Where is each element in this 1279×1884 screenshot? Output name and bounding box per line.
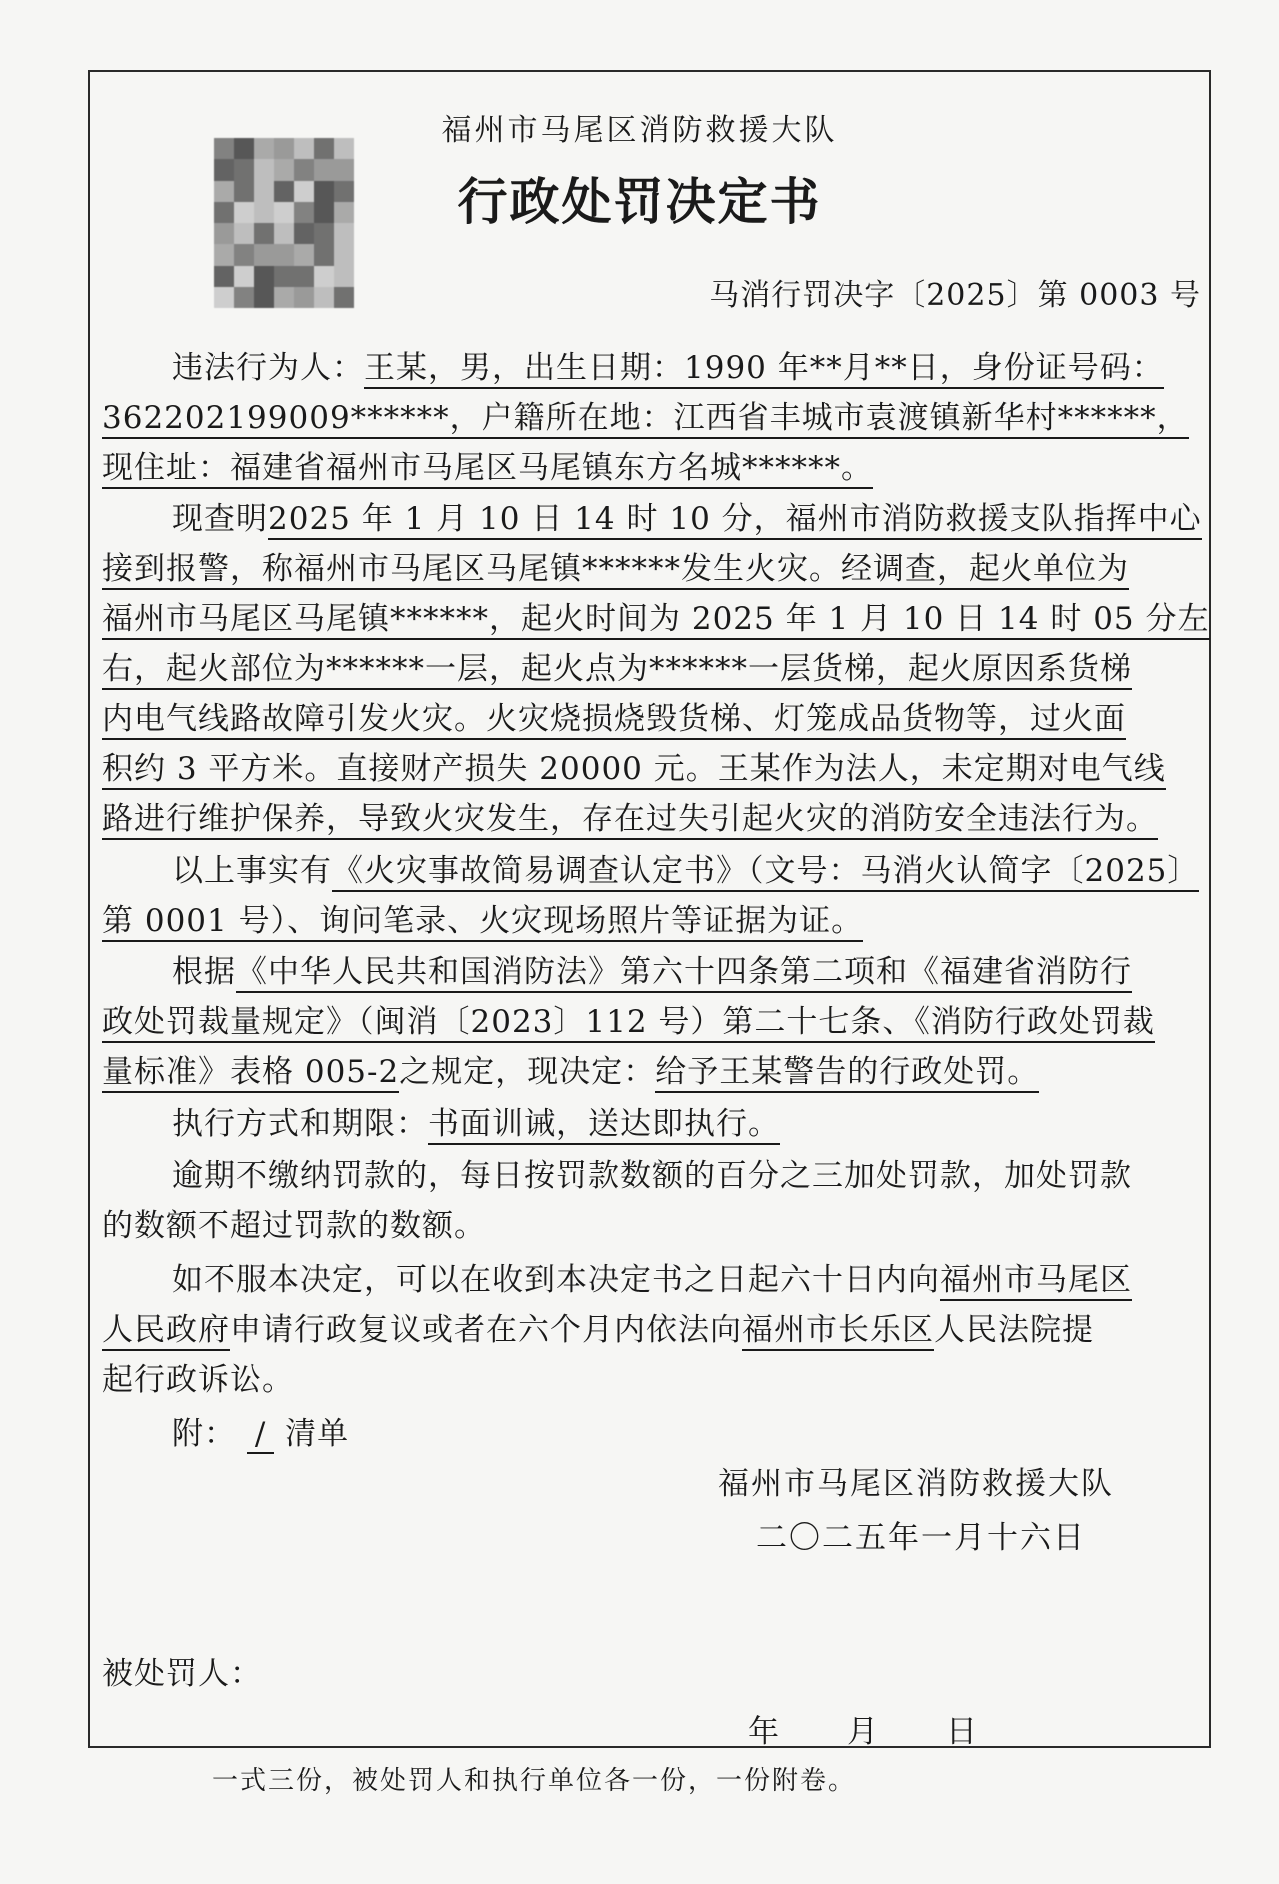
recipient-label: 被处罚人：	[102, 1656, 262, 1692]
offender-line-3	[102, 442, 873, 487]
facts-text-4: 右，起火部位为******一层，起火点为******一层货梯，起火原因系货梯	[102, 651, 1132, 690]
facts-text-6: 积约 3 平方米。直接财产损失 20000 元。王某作为法人，未定期对电气线	[102, 751, 1166, 790]
document-number: 马消行罚决字〔2025〕第 0003 号	[709, 278, 1201, 313]
facts-line-5	[102, 693, 1126, 738]
basis-decision-lead: 之规定，现决定：	[399, 1054, 656, 1090]
attachment-value: /	[247, 1416, 274, 1454]
facts-line-3	[102, 593, 1210, 638]
basis-line-2	[102, 996, 1155, 1041]
execution-value: 书面训诫，送达即执行。	[428, 1106, 780, 1145]
facts-text-2: 接到报警，称福州市马尾区马尾镇******发生火灾。经调查，起火单位为	[102, 551, 1129, 590]
appeal-gov: 福州市马尾区	[940, 1262, 1132, 1301]
footnote: 一式三份，被处罚人和执行单位各一份，一份附卷。	[212, 1766, 857, 1796]
offender-label: 违法行为人：	[172, 350, 364, 386]
basis-decision: 给予王某警告的行政处罚。	[655, 1054, 1039, 1093]
facts-line-2	[102, 543, 1129, 588]
evidence-line-1	[172, 845, 1199, 890]
appeal-text-2: 申请行政复议或者在六个月内依法向	[230, 1312, 742, 1348]
basis-line-1	[172, 946, 1132, 991]
late-fee-line-1: 逾期不缴纳罚款的，每日按罚款数额的百分之三加处罚款，加处罚款	[172, 1158, 1132, 1194]
evidence-lead: 以上事实有	[172, 853, 332, 889]
basis-text-3: 量标准》表格 005-2	[102, 1054, 399, 1093]
basis-text-2: 政处罚裁量规定》（闽消〔2023〕112 号）第二十七条、《消防行政处罚裁	[102, 1004, 1155, 1043]
attachment-label: 附：	[172, 1416, 236, 1452]
offender-info-3: 现住址：福建省福州市马尾区马尾镇东方名城******。	[102, 450, 873, 489]
signature-date: 二〇二五年一月十六日	[756, 1520, 1086, 1556]
facts-line-6	[102, 743, 1166, 788]
attachment-line	[172, 1408, 349, 1453]
document-title: 行政处罚决定书	[457, 172, 822, 231]
agency-header: 福州市马尾区消防救援大队	[441, 113, 838, 148]
appeal-line-3: 起行政诉讼。	[102, 1362, 294, 1398]
offender-info-2: 362202199009******，户籍所在地：江西省丰城市袁渡镇新华村******，	[102, 400, 1189, 439]
appeal-line-2	[102, 1304, 1094, 1349]
facts-line-7	[102, 793, 1158, 838]
execution-label: 执行方式和期限：	[172, 1106, 428, 1142]
facts-text-7: 路进行维护保养，导致火灾发生，存在过失引起火灾的消防安全违法行为。	[102, 801, 1158, 840]
recipient-date-blank: 年 月 日	[748, 1714, 979, 1750]
appeal-court: 福州市长乐区	[742, 1312, 934, 1351]
basis-lead: 根据	[172, 954, 236, 990]
execution-line	[172, 1098, 780, 1143]
basis-text-1: 《中华人民共和国消防法》第六十四条第二项和《福建省消防行	[236, 954, 1132, 993]
signature-agency: 福州市马尾区消防救援大队	[718, 1466, 1114, 1502]
evidence-line-2	[102, 895, 863, 940]
evidence-text-1: 《火灾事故简易调查认定书》（文号：马消火认简字〔2025〕	[332, 853, 1199, 892]
facts-text-1: 2025 年 1 月 10 日 14 时 10 分，福州市消防救援支队指挥中心	[268, 501, 1202, 540]
evidence-text-2: 第 0001 号）、询问笔录、火灾现场照片等证据为证。	[102, 903, 863, 942]
facts-line-4	[102, 643, 1132, 688]
offender-line-1	[172, 342, 1164, 387]
basis-line-3	[102, 1046, 1039, 1091]
appeal-gov-cont: 人民政府	[102, 1312, 230, 1351]
offender-info-1: 王某，男，出生日期：1990 年**月**日，身份证号码：	[364, 350, 1164, 389]
attachment-suffix: 清单	[285, 1416, 350, 1452]
facts-line-1	[172, 493, 1202, 538]
facts-text-3: 福州市马尾区马尾镇******，起火时间为 2025 年 1 月 10 日 14 时 05 分左	[102, 601, 1210, 640]
appeal-text-3: 人民法院提	[934, 1312, 1094, 1348]
late-fee-line-2: 的数额不超过罚款的数额。	[102, 1208, 486, 1244]
appeal-text-1: 如不服本决定，可以在收到本决定书之日起六十日内向	[172, 1262, 940, 1298]
appeal-line-1	[172, 1254, 1132, 1299]
facts-text-5: 内电气线路故障引发火灾。火灾烧损烧毁货梯、灯笼成品货物等，过火面	[102, 701, 1126, 740]
offender-line-2	[102, 392, 1189, 437]
facts-lead: 现查明	[172, 501, 268, 537]
